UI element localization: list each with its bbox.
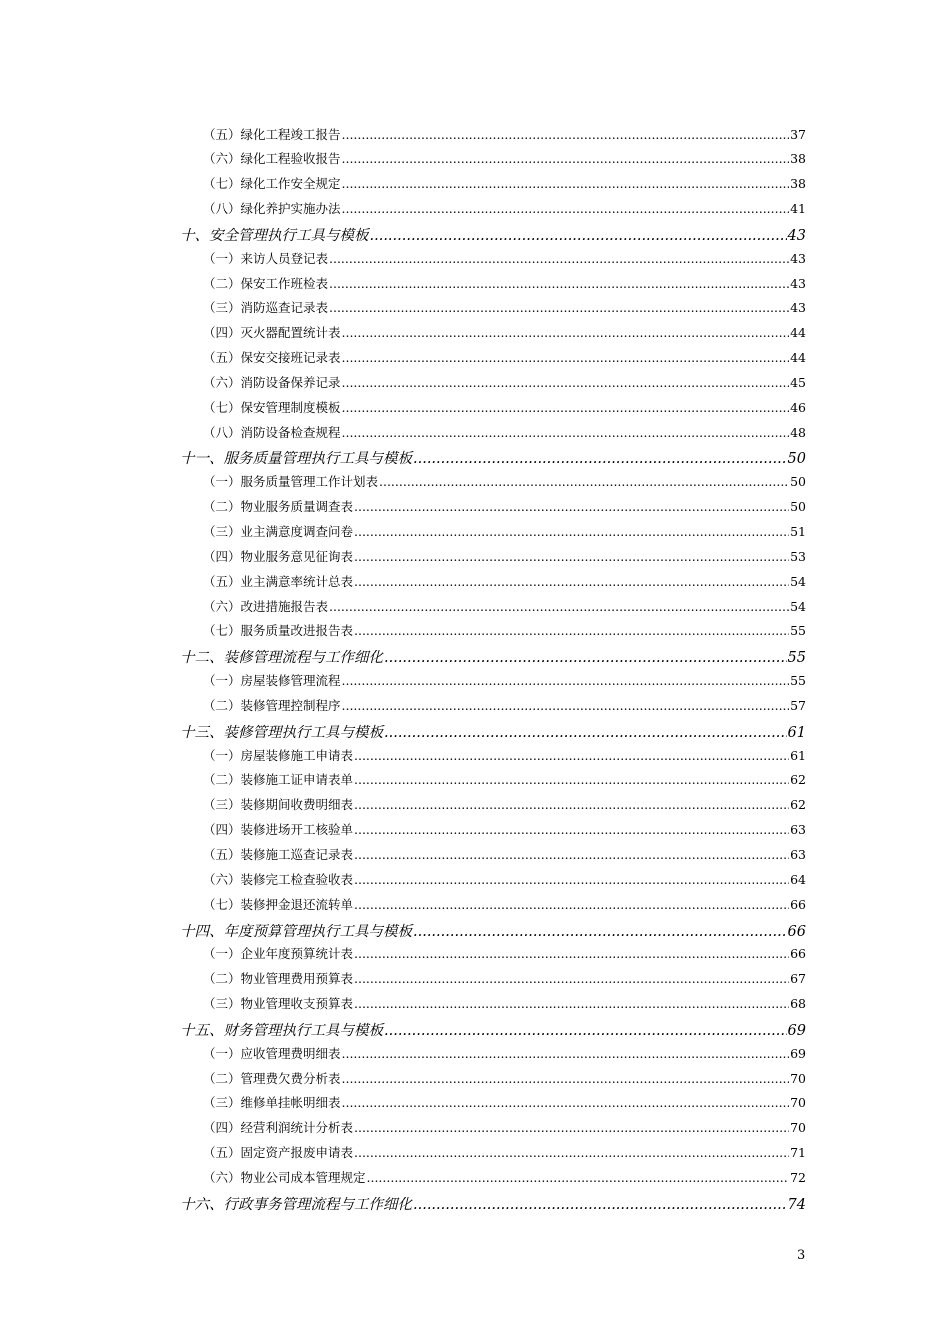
toc-entry-title: （一）企业年度预算统计表 [203, 946, 354, 962]
toc-chapter-entry[interactable] [0, 646, 950, 671]
toc-entry-page-number: 68 [790, 996, 806, 1012]
toc-dot-leader [342, 402, 790, 415]
toc-entry-title: （七）保安管理制度模板 [203, 399, 341, 415]
toc-section-entry[interactable] [0, 1069, 950, 1094]
toc-entry-title: （一）服务质量管理工作计划表 [203, 474, 379, 490]
toc-entry-title: 十六、行政事务管理流程与工作细化 [180, 1196, 412, 1213]
toc-entry-title: （二）管理费欠费分析表 [203, 1070, 341, 1086]
toc-section-entry[interactable] [0, 348, 950, 373]
toc-dot-leader [354, 849, 789, 862]
toc-entry-page-number: 50 [790, 474, 806, 490]
toc-entry-title: （二）装修施工证申请表单 [203, 772, 354, 788]
toc-section-entry[interactable] [0, 125, 950, 150]
toc-section-entry[interactable] [0, 274, 950, 299]
toc-entry-page-number: 38 [790, 176, 806, 192]
toc-entry-title: （一）应收管理费明细表 [203, 1045, 341, 1061]
toc-section-entry[interactable] [0, 770, 950, 795]
toc-dot-leader [342, 203, 790, 216]
toc-dot-leader [384, 726, 787, 741]
toc-entry-page-number: 61 [787, 724, 806, 741]
toc-entry-title: （三）消防巡查记录表 [203, 300, 329, 316]
toc-entry-title: （一）来访人员登记表 [203, 250, 329, 266]
toc-section-entry[interactable] [0, 298, 950, 323]
toc-entry-page-number: 70 [790, 1120, 806, 1136]
toc-section-entry[interactable] [0, 944, 950, 969]
toc-entry-title: （六）装修完工检查验收表 [203, 871, 354, 887]
toc-entry-page-number: 55 [790, 623, 806, 639]
toc-section-entry[interactable] [0, 199, 950, 224]
toc-entry-page-number: 53 [790, 548, 806, 564]
toc-entry-page-number: 62 [790, 772, 806, 788]
toc-entry-title: （二）物业服务质量调查表 [203, 499, 354, 515]
toc-section-entry[interactable] [0, 472, 950, 497]
toc-entry-page-number: 67 [790, 971, 806, 987]
toc-entry-title: （二）装修管理控制程序 [203, 697, 341, 713]
toc-entry-title: （四）物业服务意见征询表 [203, 548, 354, 564]
toc-chapter-entry[interactable] [0, 1193, 950, 1218]
toc-entry-page-number: 46 [790, 399, 806, 415]
toc-entry-page-number: 70 [790, 1095, 806, 1111]
toc-entry-page-number: 61 [790, 747, 806, 763]
toc-dot-leader [329, 278, 789, 291]
toc-section-entry[interactable] [0, 895, 950, 920]
toc-section-entry[interactable] [0, 547, 950, 572]
toc-dot-leader [354, 625, 789, 638]
toc-section-entry[interactable] [0, 696, 950, 721]
toc-section-entry[interactable] [0, 1044, 950, 1069]
toc-entry-title: （四）装修进场开工核验单 [203, 822, 354, 838]
toc-entry-title: （五）固定资产报废申请表 [203, 1145, 354, 1161]
toc-dot-leader [354, 948, 789, 961]
toc-section-entry[interactable] [0, 820, 950, 845]
toc-entry-title: 十三、装修管理执行工具与模板 [180, 724, 383, 741]
toc-dot-leader [413, 925, 787, 940]
toc-chapter-entry[interactable] [0, 1019, 950, 1044]
toc-entry-page-number: 63 [790, 822, 806, 838]
toc-entry-title: （五）保安交接班记录表 [203, 350, 341, 366]
toc-section-entry[interactable] [0, 572, 950, 597]
toc-entry-title: （一）房屋装修施工申请表 [203, 747, 354, 763]
toc-section-entry[interactable] [0, 497, 950, 522]
toc-entry-title: （三）装修期间收费明细表 [203, 797, 354, 813]
toc-entry-page-number: 50 [790, 499, 806, 515]
table-of-contents [0, 125, 950, 1218]
toc-entry-title: （五）装修施工巡查记录表 [203, 846, 354, 862]
toc-entry-page-number: 57 [790, 697, 806, 713]
toc-entry-title: （五）绿化工程竣工报告 [203, 126, 341, 142]
toc-entry-title: （六）改进措施报告表 [203, 598, 329, 614]
toc-entry-page-number: 54 [790, 573, 806, 589]
toc-entry-title: （八）消防设备检查规程 [203, 424, 341, 440]
toc-entry-page-number: 62 [790, 797, 806, 813]
toc-dot-leader [379, 476, 789, 489]
toc-entry-title: （五）业主满意率统计总表 [203, 573, 354, 589]
toc-chapter-entry[interactable] [0, 447, 950, 472]
toc-entry-page-number: 55 [787, 650, 806, 667]
toc-dot-leader [342, 178, 790, 191]
toc-chapter-entry[interactable] [0, 721, 950, 746]
toc-entry-page-number: 64 [790, 871, 806, 887]
toc-entry-page-number: 69 [790, 1045, 806, 1061]
toc-entry-title: 十五、财务管理执行工具与模板 [180, 1022, 383, 1039]
toc-section-entry[interactable] [0, 423, 950, 448]
toc-entry-title: （四）灭火器配置统计表 [203, 325, 341, 341]
toc-dot-leader [354, 576, 789, 589]
toc-entry-title: 十二、装修管理流程与工作细化 [180, 650, 383, 667]
toc-entry-page-number: 45 [790, 374, 806, 390]
toc-dot-leader [329, 253, 789, 266]
toc-chapter-entry[interactable] [0, 920, 950, 945]
toc-entry-page-number: 41 [790, 201, 806, 217]
toc-entry-title: （七）服务质量改进报告表 [203, 623, 354, 639]
toc-entry-title: （三）物业管理收支预算表 [203, 996, 354, 1012]
toc-dot-leader [354, 750, 789, 763]
toc-entry-page-number: 51 [790, 524, 806, 539]
toc-entry-page-number: 66 [790, 946, 806, 962]
toc-dot-leader [342, 377, 790, 390]
toc-entry-page-number: 44 [790, 325, 806, 341]
toc-dot-leader [370, 229, 787, 244]
toc-section-entry[interactable] [0, 870, 950, 895]
toc-entry-title: 十一、服务质量管理执行工具与模板 [180, 451, 412, 468]
toc-dot-leader [354, 824, 789, 837]
toc-entry-title: （六）物业公司成本管理规定 [203, 1169, 366, 1185]
toc-entry-page-number: 69 [787, 1022, 806, 1039]
toc-entry-page-number: 43 [787, 227, 806, 244]
toc-entry-page-number: 48 [790, 424, 806, 440]
toc-section-entry[interactable] [0, 1168, 950, 1193]
toc-section-entry[interactable] [0, 1143, 950, 1168]
toc-dot-leader [354, 501, 789, 514]
toc-dot-leader [342, 427, 790, 440]
toc-section-entry[interactable] [0, 795, 950, 820]
toc-entry-title: 十、安全管理执行工具与模板 [180, 227, 369, 244]
toc-entry-page-number: 55 [790, 673, 806, 689]
toc-dot-leader [354, 1122, 789, 1135]
toc-entry-page-number: 66 [787, 923, 806, 940]
toc-dot-leader [342, 129, 790, 142]
toc-dot-leader [354, 973, 789, 986]
toc-entry-title: （二）保安工作班检表 [203, 275, 329, 291]
toc-dot-leader [354, 1147, 789, 1160]
toc-entry-page-number: 71 [790, 1145, 806, 1161]
toc-entry-page-number: 54 [790, 598, 806, 614]
toc-dot-leader [342, 1073, 790, 1086]
toc-entry-title: （一）房屋装修管理流程 [203, 673, 341, 689]
toc-entry-title: （三）业主满意度调查问卷 [203, 524, 354, 539]
toc-entry-page-number: 50 [787, 451, 806, 468]
toc-entry-title: （四）经营利润统计分析表 [203, 1120, 354, 1136]
toc-dot-leader [329, 302, 789, 315]
toc-entry-title: （七）绿化工作安全规定 [203, 176, 341, 192]
toc-dot-leader [354, 551, 789, 564]
toc-entry-page-number: 43 [790, 275, 806, 291]
toc-entry-page-number: 43 [790, 250, 806, 266]
toc-section-entry[interactable] [0, 174, 950, 199]
toc-dot-leader [342, 1097, 790, 1110]
toc-dot-leader [354, 526, 789, 539]
page-number: 3 [797, 1248, 806, 1263]
toc-entry-page-number: 70 [790, 1070, 806, 1086]
toc-chapter-entry[interactable] [0, 224, 950, 249]
toc-section-entry[interactable] [0, 671, 950, 696]
toc-dot-leader [384, 1024, 787, 1039]
toc-dot-leader [354, 874, 789, 887]
toc-section-entry[interactable] [0, 522, 950, 547]
toc-entry-page-number: 72 [790, 1169, 806, 1185]
toc-section-entry[interactable] [0, 621, 950, 646]
toc-dot-leader [342, 1048, 790, 1061]
toc-entry-title: （七）装修押金退还流转单 [203, 896, 354, 912]
toc-section-entry[interactable] [0, 969, 950, 994]
toc-section-entry[interactable] [0, 373, 950, 398]
toc-entry-page-number: 37 [790, 126, 806, 142]
toc-section-entry[interactable] [0, 845, 950, 870]
toc-dot-leader [354, 998, 789, 1011]
toc-section-entry[interactable] [0, 323, 950, 348]
toc-entry-page-number: 43 [790, 300, 806, 316]
toc-entry-title: （三）维修单挂帐明细表 [203, 1095, 341, 1111]
toc-section-entry[interactable] [0, 249, 950, 274]
toc-dot-leader [342, 352, 790, 365]
toc-entry-title: （六）消防设备保养记录 [203, 374, 341, 390]
toc-dot-leader [354, 899, 789, 912]
toc-dot-leader [413, 452, 787, 467]
toc-dot-leader [413, 1198, 787, 1213]
toc-section-entry[interactable] [0, 1093, 950, 1118]
toc-dot-leader [342, 327, 790, 340]
toc-section-entry[interactable] [0, 149, 950, 174]
toc-dot-leader [342, 700, 790, 713]
toc-entry-page-number: 38 [790, 151, 806, 167]
toc-entry-page-number: 44 [790, 350, 806, 366]
toc-section-entry[interactable] [0, 398, 950, 423]
toc-entry-page-number: 66 [790, 896, 806, 912]
toc-dot-leader [342, 153, 790, 166]
toc-section-entry[interactable] [0, 746, 950, 771]
toc-dot-leader [329, 601, 789, 614]
toc-entry-title: （六）绿化工程验收报告 [203, 151, 341, 167]
toc-dot-leader [354, 774, 789, 787]
toc-dot-leader [367, 1172, 790, 1185]
toc-entry-page-number: 63 [790, 846, 806, 862]
toc-section-entry[interactable] [0, 1118, 950, 1143]
toc-entry-title: （八）绿化养护实施办法 [203, 201, 341, 217]
toc-entry-title: 十四、年度预算管理执行工具与模板 [180, 923, 412, 940]
toc-section-entry[interactable] [0, 597, 950, 622]
toc-dot-leader [342, 675, 790, 688]
toc-entry-title: （二）物业管理费用预算表 [203, 971, 354, 987]
toc-dot-leader [354, 799, 789, 812]
toc-section-entry[interactable] [0, 994, 950, 1019]
toc-dot-leader [384, 651, 787, 666]
toc-entry-page-number: 74 [787, 1196, 806, 1213]
